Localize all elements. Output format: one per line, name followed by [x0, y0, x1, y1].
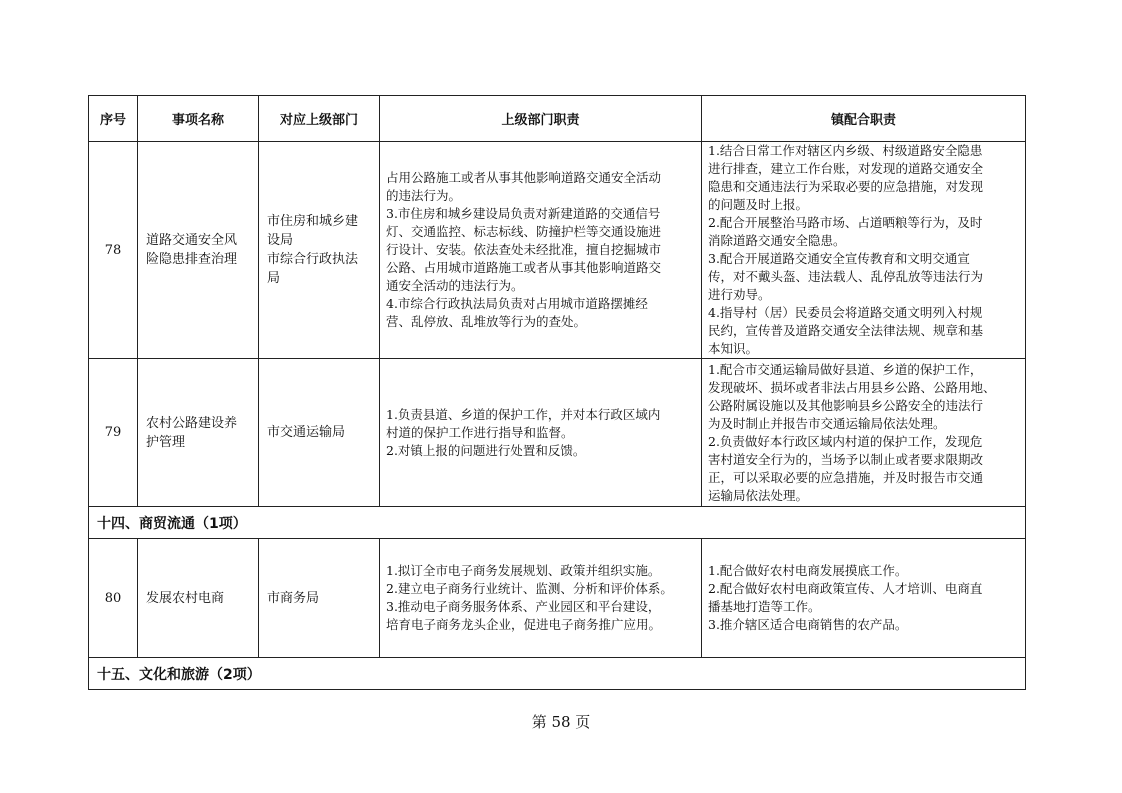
dept-line: 局 [267, 271, 281, 286]
resp-line: 2.建立电子商务行业统计、监测、分析和评价体系。 [386, 581, 673, 596]
town-line: 1.结合日常工作对辖区内乡级、村级道路安全隐患 [708, 143, 983, 158]
resp-line: 村道的保护工作进行指导和监督。 [386, 424, 574, 440]
town-line: 2.配合开展整治马路市场、占道晒粮等行为，及时 [708, 215, 983, 230]
dept-line: 市商务局 [267, 590, 320, 606]
item-name-line: 农村公路建设养 [146, 415, 238, 431]
superior-responsibility [380, 359, 702, 507]
item-name-line: 道路交通安全风 [146, 233, 238, 248]
town-line: 正，可以采取必要的应急措施，并及时报告市交通 [708, 469, 984, 485]
header-resp: 上级部门职责 [380, 96, 702, 142]
town-line: 害村道安全行为的，当场予以制止或者要求限期改 [708, 451, 984, 467]
town-line: 3.推介辖区适合电商销售的农产品。 [708, 617, 908, 632]
superior-dept [259, 142, 380, 359]
resp-line: 2.对镇上报的问题进行处置和反馈。 [386, 442, 586, 458]
resp-line: 4.市综合行政执法局负责对占用城市道路摆摊经 [386, 296, 648, 311]
item-name-line: 护管理 [146, 434, 186, 450]
resp-line: 3.推动电子商务服务体系、产业园区和平台建设， [386, 599, 661, 614]
resp-line: 1.拟订全市电子商务发展规划、政策并组织实施。 [386, 563, 661, 578]
resp-line: 公路、占用城市道路施工或者从事其他影响道路交 [386, 260, 662, 275]
resp-line: 的违法行为。 [386, 188, 462, 203]
town-line: 进行劝导。 [708, 287, 771, 302]
page-number: 第 58 页 [531, 713, 591, 731]
row-number: 79 [89, 359, 138, 507]
item-name-line: 险隐患排查治理 [146, 252, 238, 267]
town-line: 的问题及时上报。 [708, 197, 809, 212]
table-header-row [89, 96, 1026, 142]
responsibility-table [88, 95, 1026, 690]
resp-line: 营、乱停放、乱堆放等行为的查处。 [386, 314, 587, 329]
superior-responsibility [380, 539, 702, 658]
header-dept: 对应上级部门 [259, 96, 380, 142]
town-line: 1.配合市交通运输局做好县道、乡道的保护工作， [708, 361, 983, 377]
dept-line: 市住房和城乡建 [267, 214, 359, 229]
resp-line: 通安全活动的违法行为。 [386, 278, 524, 293]
town-line: 播基地打造等工作。 [708, 599, 821, 614]
dept-line: 设局 [267, 233, 294, 248]
section-heading-14: 十四、商贸流通（1项） [89, 507, 1026, 539]
town-line: 消除道路交通安全隐患。 [708, 233, 846, 248]
table-row [89, 142, 1026, 359]
superior-responsibility [380, 142, 702, 359]
town-line: 运输局依法处理。 [708, 487, 809, 503]
town-line: 传，对不戴头盔、违法载人、乱停乱放等违法行为 [708, 269, 984, 284]
town-line: 本知识。 [708, 341, 759, 356]
item-name [138, 539, 259, 658]
resp-line: 占用公路施工或者从事其他影响道路交通安全活动 [386, 170, 662, 185]
row-number: 78 [89, 142, 138, 359]
resp-line: 灯、交通监控、标志标线、防撞护栏等交通设施进 [386, 224, 662, 239]
superior-dept [259, 539, 380, 658]
town-line: 3.配合开展道路交通安全宣传教育和文明交通宣 [708, 251, 970, 266]
header-no: 序号 [89, 96, 138, 142]
section-heading-15: 十五、文化和旅游（2项） [89, 658, 1026, 690]
item-name [138, 359, 259, 507]
header-town: 镇配合职责 [702, 96, 1026, 142]
row-number: 80 [89, 539, 138, 658]
table-row [89, 359, 1026, 507]
town-line: 进行排查，建立工作台账，对发现的道路交通安全 [708, 161, 984, 176]
dept-line: 市综合行政执法 [267, 252, 359, 267]
dept-line: 市交通运输局 [267, 425, 346, 440]
town-line: 1.配合做好农村电商发展摸底工作。 [708, 563, 908, 578]
town-responsibility [702, 142, 1026, 359]
item-name-line: 发展农村电商 [146, 590, 225, 606]
header-name: 事项名称 [138, 96, 259, 142]
item-name [138, 142, 259, 359]
town-responsibility [702, 359, 1026, 507]
resp-line: 行设计、安装。依法查处未经批准，擅自挖掘城市 [386, 242, 662, 257]
resp-line: 3.市住房和城乡建设局负责对新建道路的交通信号 [386, 206, 661, 221]
town-line: 为及时制止并报告市交通运输局依法处理。 [708, 415, 946, 431]
town-line: 民约，宣传普及道路交通安全法律法规、规章和基 [708, 323, 984, 338]
town-line: 2.负责做好本行政区域内村道的保护工作，发现危 [708, 433, 983, 449]
section-row [89, 507, 1026, 539]
town-line: 公路附属设施以及其他影响县乡公路安全的违法行 [708, 397, 984, 413]
town-line: 2.配合做好农村电商政策宣传、人才培训、电商直 [708, 581, 983, 596]
town-responsibility [702, 539, 1026, 658]
table-row [89, 539, 1026, 658]
town-line: 4.指导村（居）民委员会将道路交通文明列入村规 [708, 305, 983, 320]
town-line: 发现破坏、损坏或者非法占用县乡公路、公路用地、 [708, 379, 996, 395]
section-row [89, 658, 1026, 690]
resp-line: 1.负责县道、乡道的保护工作，并对本行政区域内 [386, 406, 661, 422]
resp-line: 培育电子商务龙头企业，促进电子商务推广应用。 [386, 617, 662, 632]
town-line: 隐患和交通违法行为采取必要的应急措施，对发现 [708, 179, 984, 194]
superior-dept [259, 359, 380, 507]
